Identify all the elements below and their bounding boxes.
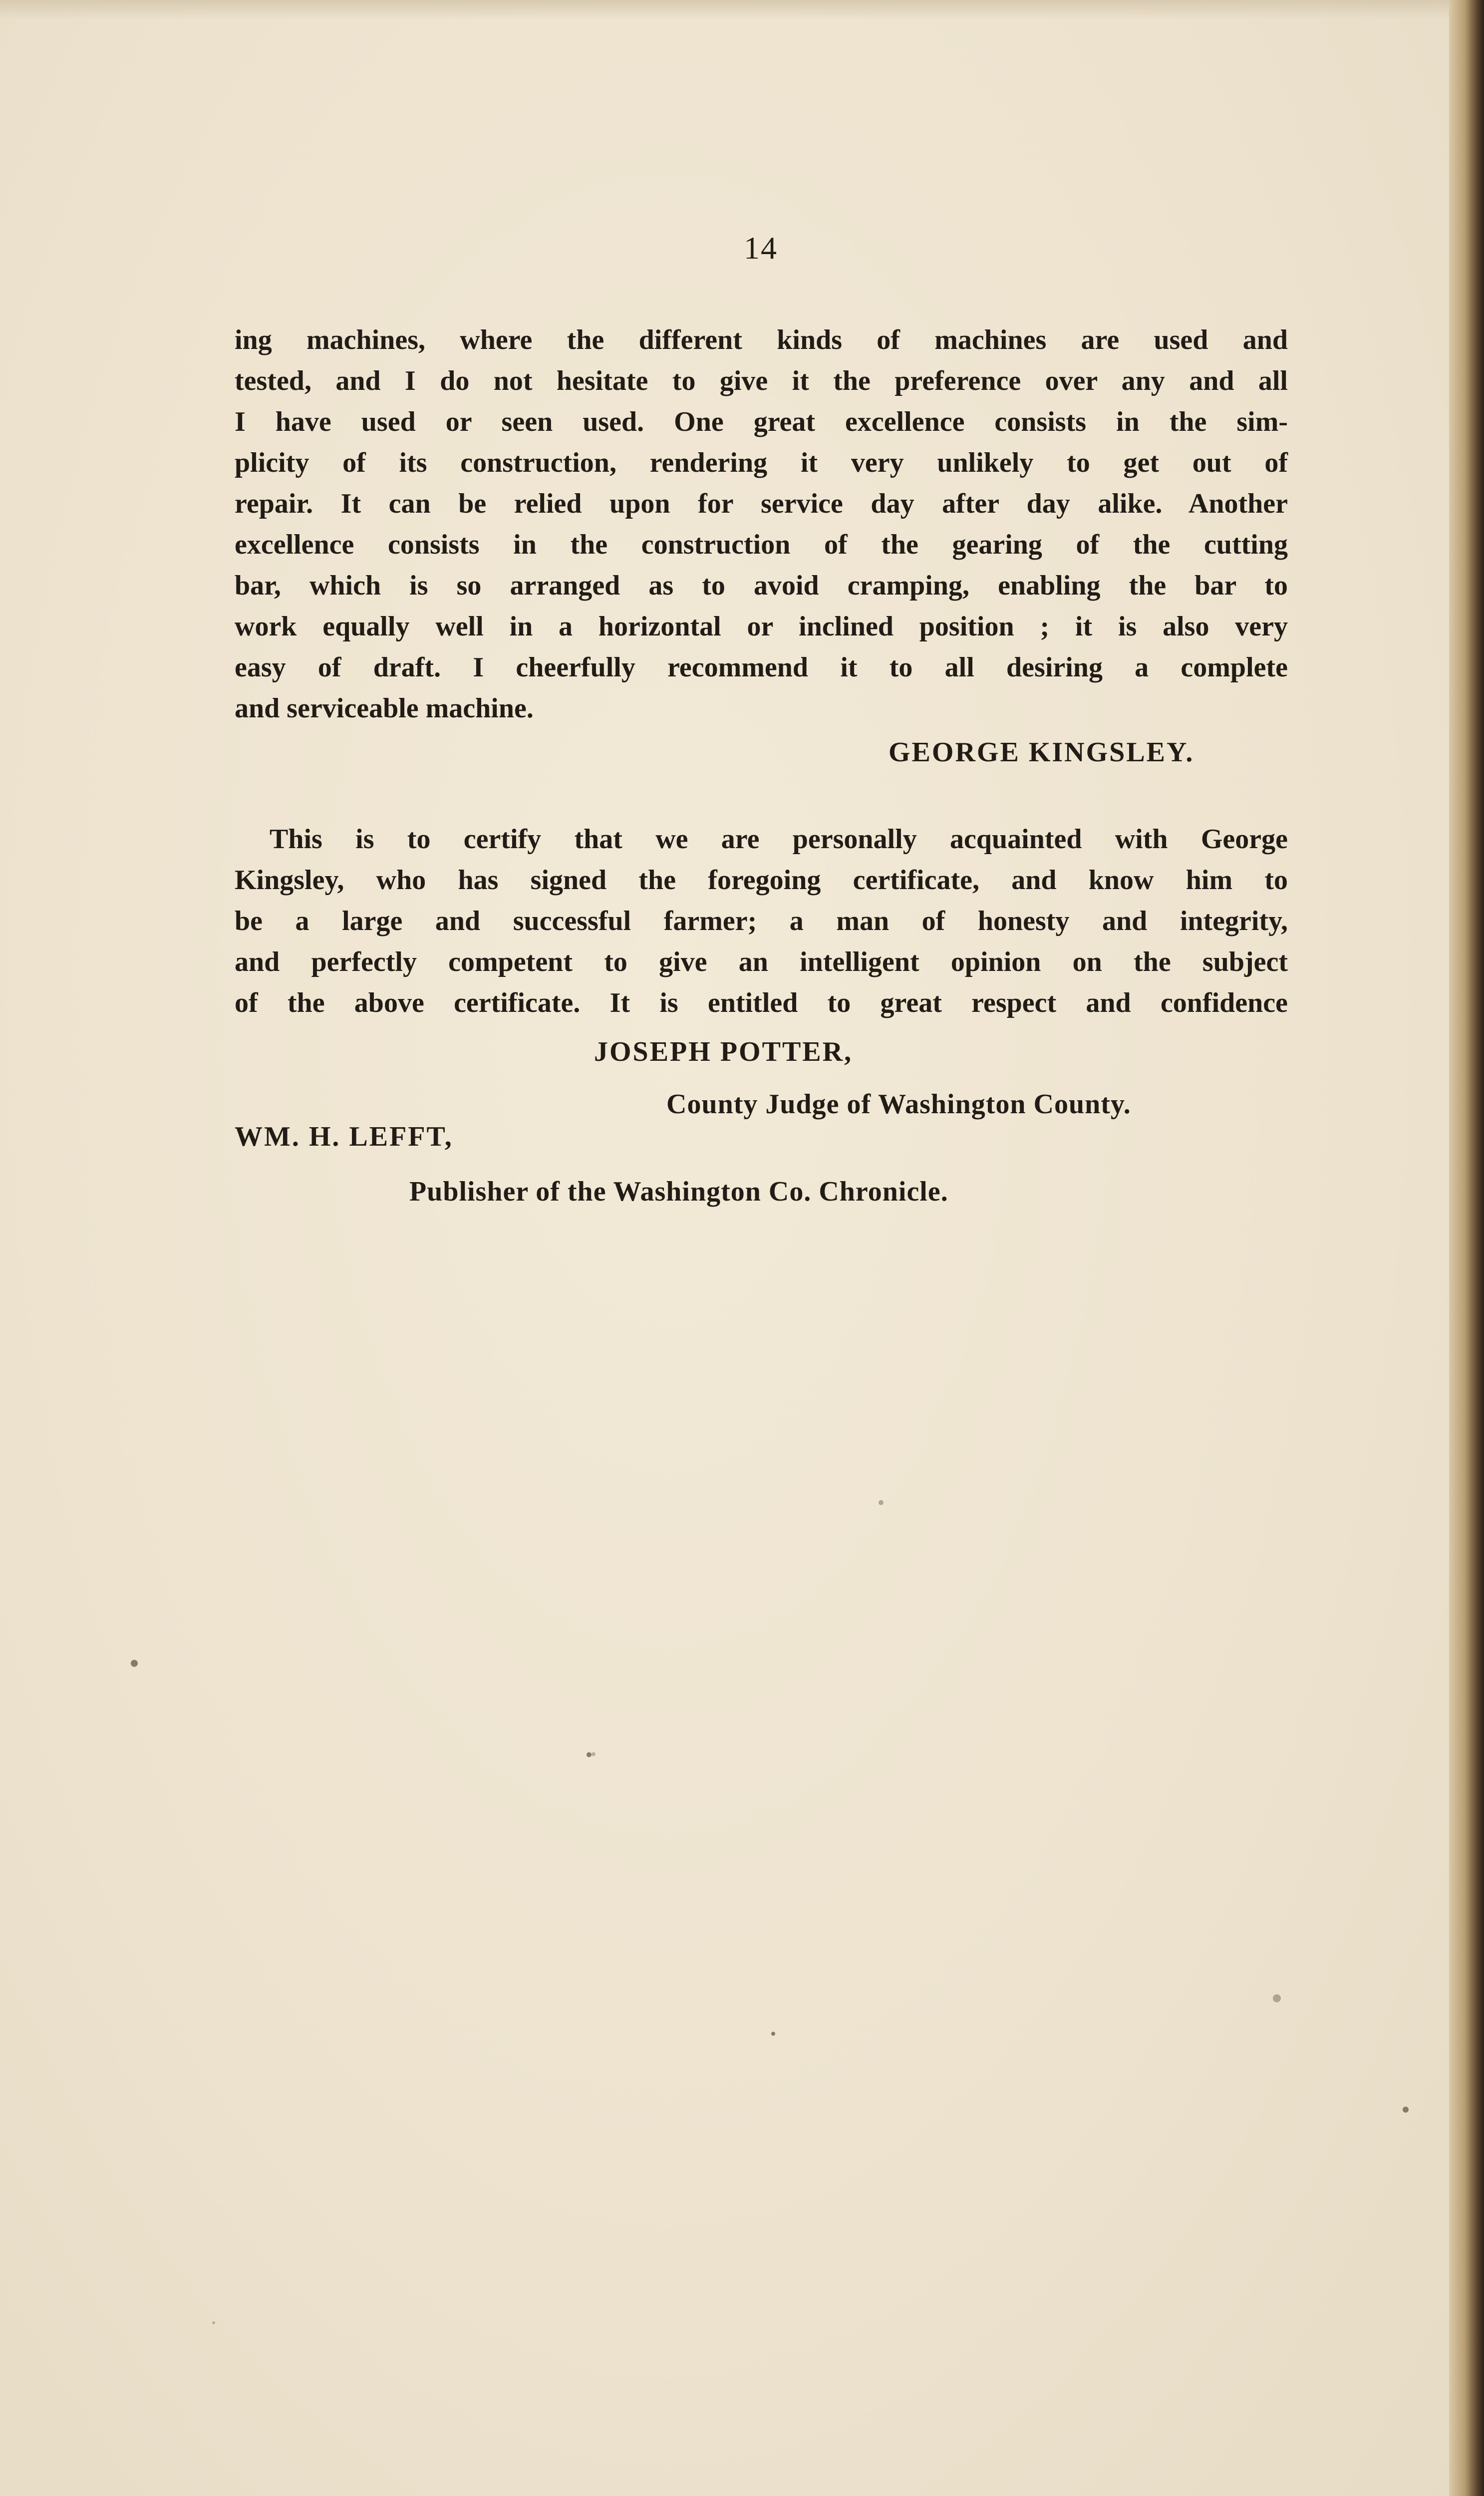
certification-paragraph xyxy=(235,819,1288,1023)
signature-wm-lefft: WM. H. LEFFT, xyxy=(235,1121,453,1152)
paragraph-line: and serviceable machine. xyxy=(235,693,534,724)
paragraph-line: easy of draft. I cheerfully recommend it to all desiring a complete xyxy=(235,652,1288,683)
paragraph-line: work equally well in a horizontal or inclined position ; it is also very xyxy=(235,611,1288,642)
paragraph-line: tested, and I do not hesitate to give it the preference over any and all xyxy=(235,365,1288,396)
paper-speck xyxy=(212,2321,215,2324)
signature-joseph-potter: JOSEPH POTTER, xyxy=(594,1036,853,1067)
testimonial-paragraph xyxy=(235,319,1288,729)
paragraph-line: I have used or seen used. One great excellence consists in the sim- xyxy=(235,406,1288,437)
paragraph-line: repair. It can be relied upon for service day after day alike. Another xyxy=(235,488,1288,519)
paper-speck xyxy=(1273,1994,1281,2002)
paragraph-line: bar, which is so arranged as to avoid cramping, enabling the bar to xyxy=(235,570,1288,601)
paper-speck xyxy=(131,1660,138,1667)
paragraph-line: ing machines, where the different kinds of machines are used and xyxy=(235,324,1288,355)
paragraph-line: plicity of its construction, rendering it very unlikely to get out of xyxy=(235,447,1288,478)
paper-speck xyxy=(771,2032,775,2036)
paper-speck xyxy=(592,1752,595,1756)
paragraph-line: Kingsley, who has signed the foregoing certificate, and know him to xyxy=(235,865,1288,896)
signature-george-kingsley: GEORGE KINGSLEY. xyxy=(889,737,1194,768)
paragraph-line: excellence consists in the construction of the gearing of the cutting xyxy=(235,529,1288,560)
paper-speck xyxy=(1403,2107,1409,2113)
book-spine-edge xyxy=(1449,0,1484,2496)
paper-speck xyxy=(587,1752,592,1757)
signature-wm-lefft-title: Publisher of the Washington Co. Chronicle. xyxy=(409,1176,948,1207)
paragraph-line: This is to certify that we are personally acquainted with George xyxy=(270,824,1288,855)
signature-joseph-potter-title: County Judge of Washington County. xyxy=(666,1089,1131,1120)
paragraph-line: be a large and successful farmer; a man of honesty and integrity, xyxy=(235,906,1288,936)
paragraph-line: of the above certificate. It is entitled to great respect and confidence xyxy=(235,987,1288,1018)
paper-speck xyxy=(879,1500,884,1505)
page-number: 14 xyxy=(744,230,778,266)
paragraph-line: and perfectly competent to give an intelligent opinion on the subject xyxy=(235,946,1288,977)
page-top-shadow xyxy=(0,0,1484,20)
